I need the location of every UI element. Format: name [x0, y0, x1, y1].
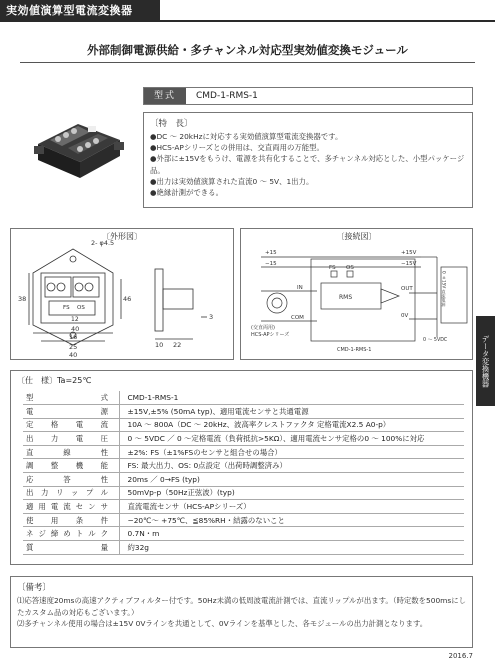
spec-value: 0.7N・m [119, 527, 464, 541]
spec-key: 電源 [23, 405, 119, 419]
dim-25: 25 [69, 343, 78, 351]
wire-minus15v: −15V [401, 261, 417, 267]
spec-key: 出力リップル [23, 486, 119, 500]
outline-drawing-panel [10, 228, 234, 360]
dim-22: 22 [173, 341, 182, 349]
wire-sensor: (交直両用) [251, 325, 275, 331]
spec-value: CMD-1-RMS-1 [119, 391, 464, 405]
wiring-heading: 〔接続図〕 [336, 232, 377, 241]
wire-rms: RMS [339, 294, 353, 301]
outline-heading: 〔外形図〕 [102, 232, 142, 241]
wire-fs: FS [329, 265, 336, 271]
wire-in: IN [297, 285, 303, 291]
spec-key: 直線性 [23, 445, 119, 459]
table-row [23, 500, 464, 514]
model-value: CMD-1-RMS-1 [196, 91, 258, 101]
table-row [23, 405, 464, 419]
spec-key: 適用電流センサ [23, 500, 119, 514]
page-subtitle: 外部制御電源供給・多チャンネル対応型実効値変換モジュール [87, 43, 408, 57]
side-category-tab: データ変換機器 [476, 316, 495, 406]
spec-key: 質量 [23, 541, 119, 555]
note-item: ⑵多チャンネル使用の場合は±15V 0Vラインを共通として、0Vラインを基準とした、各モジュールの出力計測となります。 [17, 619, 428, 628]
title-rule [160, 20, 495, 22]
outline-drawing [11, 229, 235, 361]
notes-heading: 〔備考〕 [17, 583, 52, 593]
features-heading: 〔特 長〕 [150, 119, 193, 129]
spec-value: 20ms ／ 0→FS (typ) [119, 473, 464, 487]
label-fs: FS [63, 305, 70, 311]
dim-38: 38 [18, 295, 27, 303]
wire-plus15v: +15V [401, 250, 417, 256]
wiring-diagram [241, 229, 474, 361]
table-row [23, 432, 464, 446]
spec-value: 直流電流センサ（HCS-APシリーズ） [119, 500, 464, 514]
dim-hole: 2- φ4.5 [91, 239, 115, 247]
label-os: OS [77, 305, 85, 311]
wire-supply: 0 ±15V 直流電源 [441, 271, 447, 307]
spec-value: −20℃～ +75℃、≦85%RH・結露のないこと [119, 513, 464, 527]
title-bar [0, 0, 495, 22]
wire-ovac: 0 ～ 5VDC [423, 338, 448, 343]
dim-10: 10 [155, 341, 164, 349]
table-row [23, 445, 464, 459]
wire-com: COM [291, 315, 304, 321]
table-row [23, 459, 464, 473]
spec-table [23, 391, 464, 555]
feature-item: ●外部に±15Vをもうけ、電源を共有化することで、多チャンネル対応とした、小型パッケージ品。 [150, 154, 465, 175]
dim-12: 12 [71, 316, 79, 323]
dim-46: 46 [123, 295, 132, 303]
table-row [23, 527, 464, 541]
spec-value: 50mVp-p（50Hz正弦波）(typ) [119, 486, 464, 500]
dim-40b: 40 [69, 351, 78, 359]
spec-value: ±15V,±5% (50mA typ)、適用電流センサと共通電源 [119, 405, 464, 419]
spec-key: 定格電流 [23, 418, 119, 432]
table-row [23, 513, 464, 527]
features-box [143, 112, 473, 208]
spec-value: 約32g [119, 541, 464, 555]
spec-value: FS: 最大出力、OS: 0点設定（出荷時調整済み） [119, 459, 464, 473]
wire-series: HCS-APシリーズ [251, 332, 290, 338]
table-row [23, 418, 464, 432]
spec-heading: 〔仕 様〕Ta=25℃ [17, 376, 92, 385]
feature-item: ●出力は実効値演算された直流0 ～ 5V、1出力。 [150, 176, 314, 186]
spec-key: ネジ締めトルク [23, 527, 119, 541]
wire-m15: −15 [265, 261, 277, 267]
dim-40a: 40 [71, 325, 80, 333]
spec-key: 応答性 [23, 473, 119, 487]
table-row [23, 541, 464, 555]
table-row [23, 391, 464, 405]
subtitle-rule [20, 62, 475, 63]
spec-value: ±2%: FS（±1%FSのセンサと組合せの場合） [119, 445, 464, 459]
dim-3: 3 [209, 313, 214, 321]
product-photo [28, 96, 128, 186]
spec-key: 使用条件 [23, 513, 119, 527]
wiring-diagram-panel [240, 228, 473, 360]
wire-model: CMD-1-RMS-1 [337, 347, 372, 353]
spec-value: 0 ～ 5VDC ／ 0 ～定格電流（負荷抵抗>5KΩ）、適用電流センサ定格の0 ～ 100%に対応 [119, 432, 464, 446]
feature-item: ●絶縁計測ができる。 [150, 188, 223, 198]
spec-key: 出力電圧 [23, 432, 119, 446]
spec-key: 調整機能 [23, 459, 119, 473]
table-row [23, 473, 464, 487]
table-row [23, 486, 464, 500]
spec-box [10, 370, 473, 565]
wire-out: OUT [401, 286, 413, 292]
wire-os: OS [346, 265, 354, 271]
model-label: 型式 [144, 88, 186, 104]
note-item: ⑴応答速度20msの高速アクティブフィルター付です。50Hz未満の低周波電流計測では、直流リップルが出ます。（時定数を500msにしたカスタム品の対応もございます。） [17, 596, 466, 617]
spec-key: 型式 [23, 391, 119, 405]
wire-p15: +15 [265, 250, 277, 256]
spec-value: 10A ～ 800A（DC ～ 20kHz、波高率クレストファクタ 定格電流X2.5 A0-p） [119, 418, 464, 432]
model-box [143, 87, 473, 105]
feature-item: ●HCS-APシリーズとの併用は、交直両用の万能型。 [150, 143, 324, 153]
notes-box [10, 576, 473, 648]
feature-item: ●DC ～ 20kHzに対応する実効値演算型電流変換器です。 [150, 132, 343, 141]
publish-date: 2016.7 [448, 652, 473, 660]
page-title: 実効値演算型電流変換器 [0, 0, 160, 22]
dim-16: 16 [69, 333, 78, 341]
wire-0v: 0V [401, 313, 409, 319]
